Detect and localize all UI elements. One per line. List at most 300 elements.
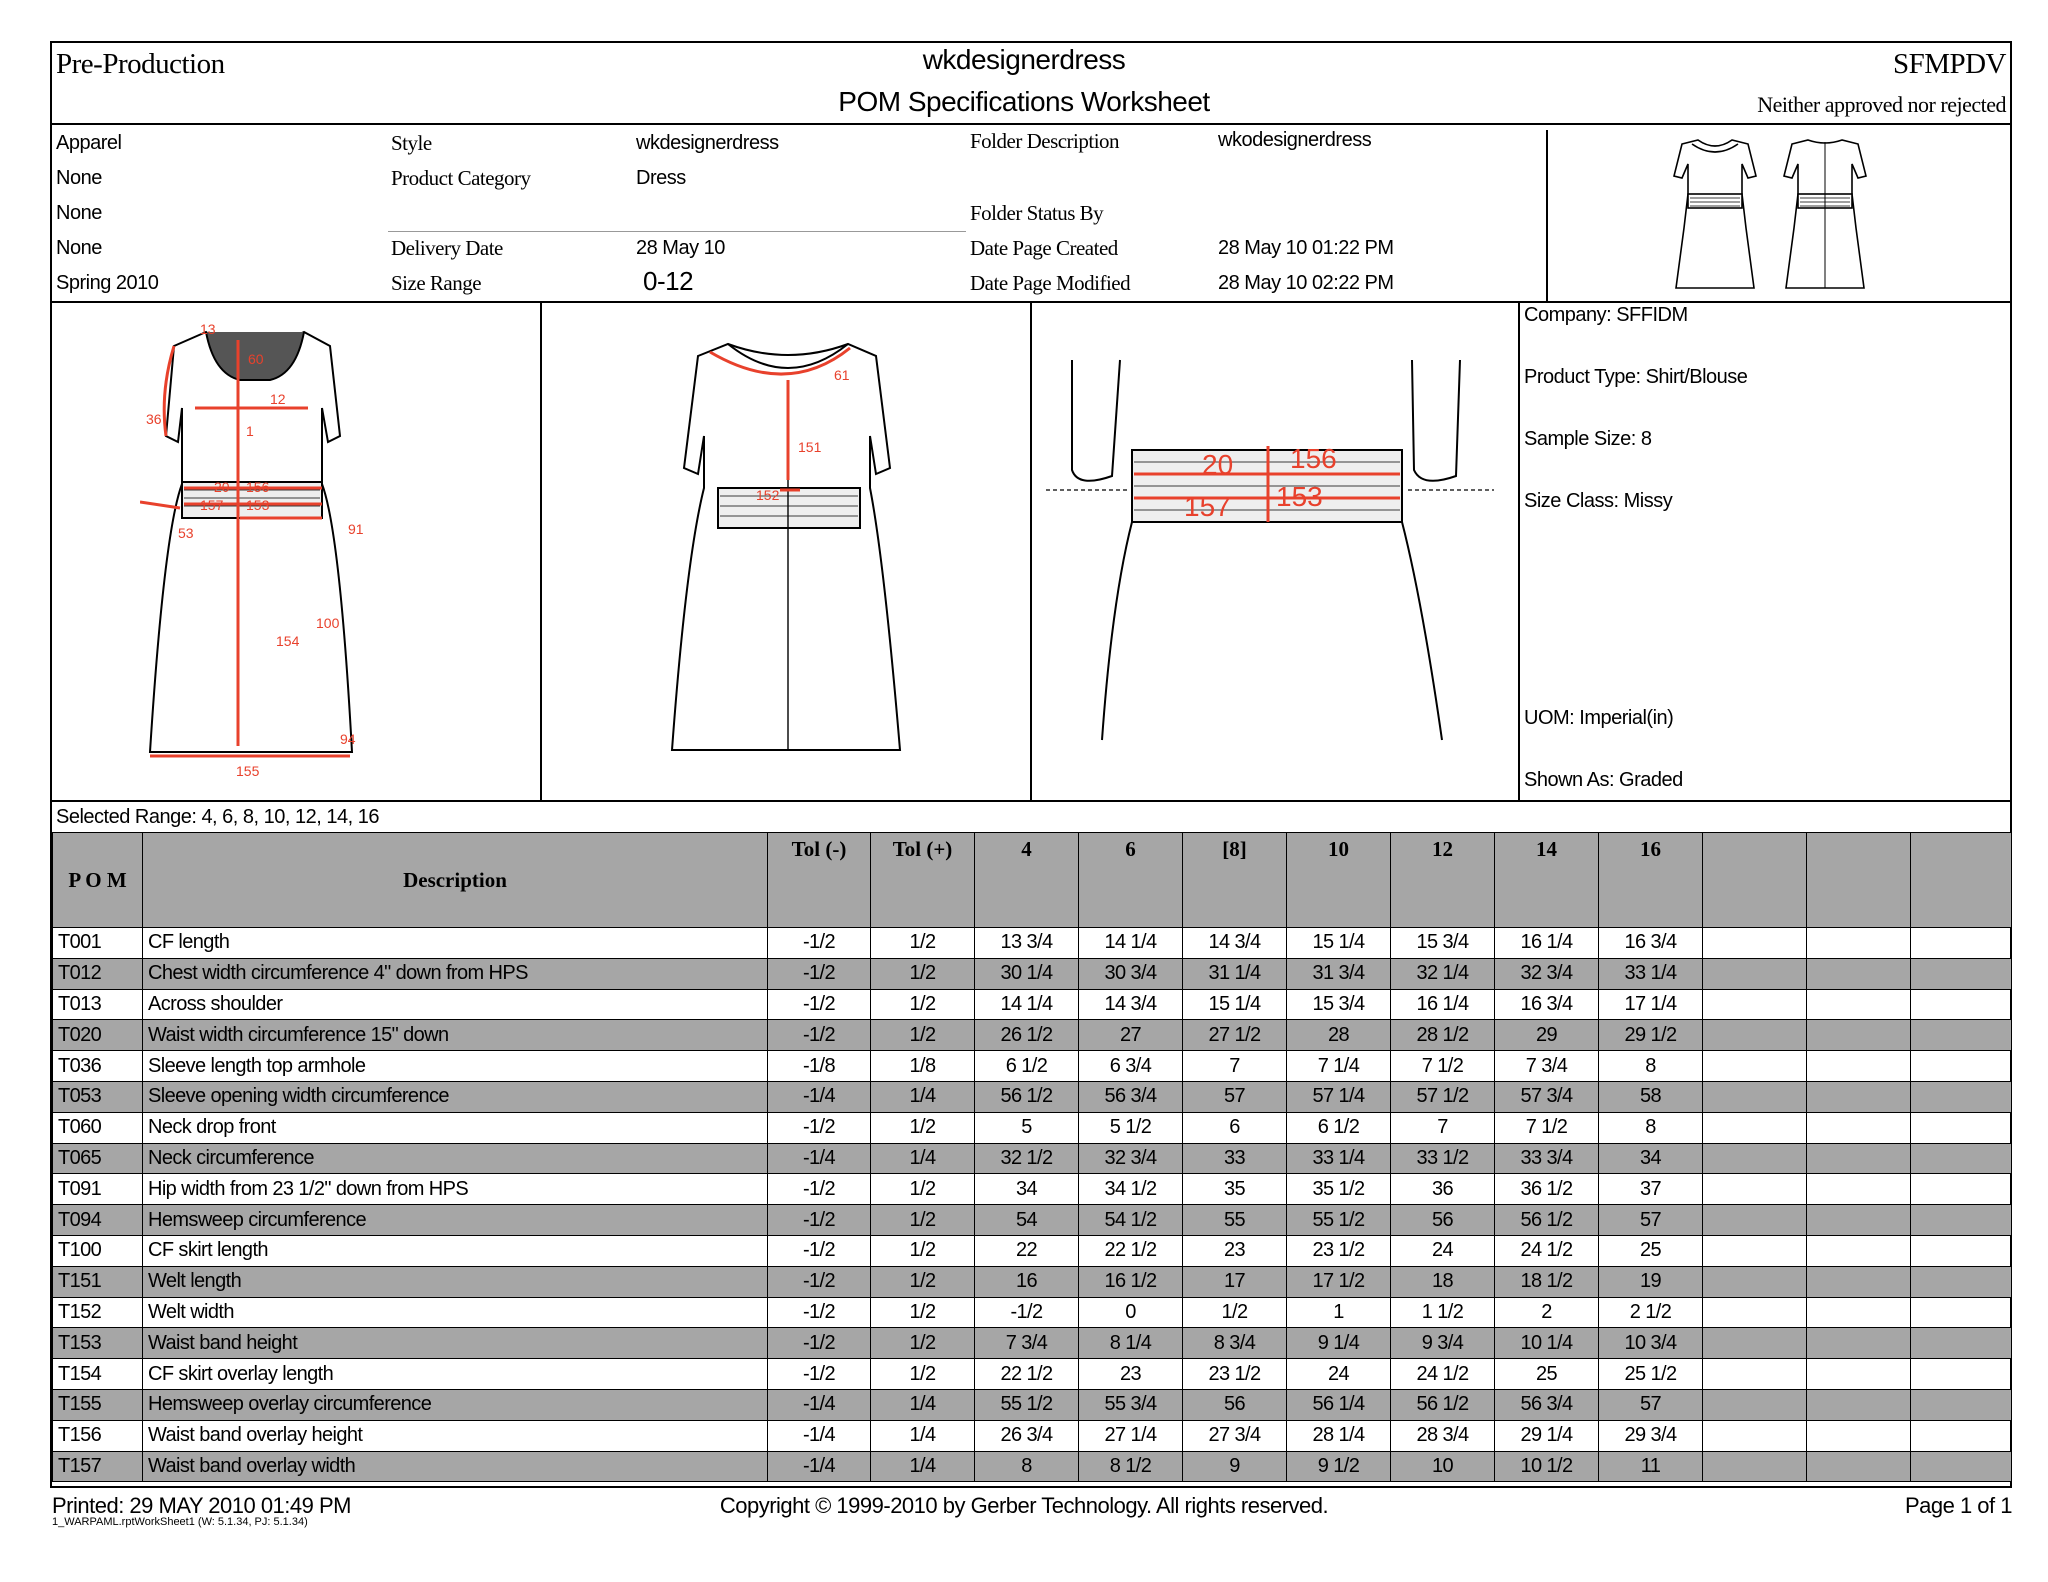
header-pom: P O M: [53, 833, 143, 928]
empty-cell: [1807, 1205, 1911, 1236]
measurement-cell: 1 1/2: [1391, 1297, 1495, 1328]
measurement-cell: 56 1/2: [1391, 1389, 1495, 1420]
info-col1-1: None: [56, 167, 102, 189]
measurement-cell: 9 3/4: [1391, 1328, 1495, 1359]
panel-divider: [1518, 301, 1520, 801]
back-sketch: [670, 340, 920, 760]
measurement-cell: 18 1/2: [1495, 1266, 1599, 1297]
measurement-cell: 15 1/4: [1183, 989, 1287, 1020]
empty-cell: [1703, 1174, 1807, 1205]
measurement-cell: 22 1/2: [975, 1359, 1079, 1390]
table-row: [53, 1205, 2012, 1236]
measurement-cell: 29 3/4: [1599, 1420, 1703, 1451]
size-class: Size Class: Missy: [1524, 490, 1673, 512]
measurement-cell: 17 1/2: [1287, 1266, 1391, 1297]
approval-status: Neither approved nor rejected: [1757, 92, 2006, 117]
measurement-cell: 1/8: [871, 1051, 975, 1082]
measurement-cell: 57: [1599, 1389, 1703, 1420]
empty-cell: [1911, 1143, 2012, 1174]
measurement-cell: 30 3/4: [1079, 958, 1183, 989]
back-label-1: 151: [798, 439, 822, 455]
style-value: wkdesignerdress: [636, 132, 779, 154]
measurement-cell: 1/2: [871, 958, 975, 989]
empty-cell: [1703, 1266, 1807, 1297]
pom-code: T153: [53, 1328, 143, 1359]
divider: [50, 123, 2012, 125]
empty-cell: [1703, 1297, 1807, 1328]
table-row: [53, 1389, 2012, 1420]
empty-cell: [1703, 1143, 1807, 1174]
measurement-cell: 25: [1495, 1359, 1599, 1390]
measurement-cell: 37: [1599, 1174, 1703, 1205]
measurement-cell: 8: [975, 1451, 1079, 1482]
measurement-cell: 1/2: [871, 1174, 975, 1205]
empty-cell: [1911, 1389, 2012, 1420]
info-col1-0: Apparel: [56, 132, 122, 154]
front-label-9: 53: [178, 525, 194, 541]
measurement-cell: 1/4: [871, 1081, 975, 1112]
measurement-cell: -1/2: [768, 958, 871, 989]
table-row: [53, 1081, 2012, 1112]
pom-description: Waist band height: [143, 1328, 768, 1359]
measurement-cell: -1/2: [768, 1297, 871, 1328]
date-modified-label: Date Page Modified: [970, 271, 1131, 295]
empty-cell: [1703, 1235, 1807, 1266]
front-label-0: 13: [200, 321, 216, 337]
header-description: Description: [143, 833, 768, 928]
empty-cell: [1703, 1051, 1807, 1082]
empty-cell: [1807, 1081, 1911, 1112]
measurement-cell: 8 1/2: [1079, 1451, 1183, 1482]
info-divider: [388, 231, 966, 232]
pom-code: T053: [53, 1081, 143, 1112]
uom: UOM: Imperial(in): [1524, 707, 1674, 729]
measurement-cell: 16 3/4: [1599, 928, 1703, 959]
measurement-cell: 26 1/2: [975, 1020, 1079, 1051]
measurement-cell: 11: [1599, 1451, 1703, 1482]
front-label-3: 12: [270, 391, 286, 407]
measurement-cell: 14 3/4: [1183, 928, 1287, 959]
measurement-cell: 15 3/4: [1391, 928, 1495, 959]
measurement-cell: 54 1/2: [1079, 1205, 1183, 1236]
measurement-cell: 32 3/4: [1079, 1143, 1183, 1174]
measurement-cell: -1/8: [768, 1051, 871, 1082]
measurement-cell: 19: [1599, 1266, 1703, 1297]
measurement-cell: 13 3/4: [975, 928, 1079, 959]
empty-cell: [1703, 1328, 1807, 1359]
measurement-cell: 10 1/4: [1495, 1328, 1599, 1359]
measurement-cell: 57 3/4: [1495, 1081, 1599, 1112]
measurement-cell: 14 1/4: [1079, 928, 1183, 959]
empty-cell: [1703, 1112, 1807, 1143]
header-size: 6: [1079, 833, 1183, 928]
measurement-cell: 29 1/2: [1599, 1020, 1703, 1051]
empty-cell: [1911, 1235, 2012, 1266]
measurement-cell: 16 1/4: [1391, 989, 1495, 1020]
header-subtitle: POM Specifications Worksheet: [838, 86, 1210, 117]
company: Company: SFFIDM: [1524, 304, 1688, 326]
measurement-cell: -1/2: [768, 1112, 871, 1143]
measurement-cell: 25: [1599, 1235, 1703, 1266]
measurement-cell: 29 1/4: [1495, 1420, 1599, 1451]
table-row: [53, 1051, 2012, 1082]
measurement-cell: -1/4: [768, 1420, 871, 1451]
measurement-cell: 1/4: [871, 1420, 975, 1451]
header-size: 12: [1391, 833, 1495, 928]
empty-cell: [1703, 1020, 1807, 1051]
measurement-cell: 30 1/4: [975, 958, 1079, 989]
measurement-cell: 16: [975, 1266, 1079, 1297]
pom-code: T157: [53, 1451, 143, 1482]
measurement-cell: 1/2: [871, 1235, 975, 1266]
measurement-cell: 58: [1599, 1081, 1703, 1112]
measurement-cell: 6 3/4: [1079, 1051, 1183, 1082]
header-stage: Pre-Production: [56, 48, 225, 80]
measurement-cell: -1/4: [768, 1389, 871, 1420]
measurement-cell: 1/2: [871, 989, 975, 1020]
pom-description: Hemsweep circumference: [143, 1205, 768, 1236]
front-label-6: 156: [246, 479, 270, 495]
size-range-label: Size Range: [391, 271, 482, 295]
table-row: [53, 1020, 2012, 1051]
folder-desc-value: wkodesignerdress: [1218, 129, 1372, 151]
measurement-cell: 10: [1391, 1451, 1495, 1482]
measurement-cell: 28 1/4: [1287, 1420, 1391, 1451]
measurement-cell: 33: [1183, 1143, 1287, 1174]
measurement-cell: 9 1/4: [1287, 1328, 1391, 1359]
info-col1-2: None: [56, 202, 102, 224]
front-label-11: 100: [316, 615, 340, 631]
empty-cell: [1703, 958, 1807, 989]
measurement-cell: 34: [1599, 1143, 1703, 1174]
table-row: [53, 989, 2012, 1020]
measurement-cell: 1/2: [1183, 1297, 1287, 1328]
front-label-2: 36: [146, 411, 162, 427]
pom-description: Sleeve length top armhole: [143, 1051, 768, 1082]
empty-cell: [1807, 1051, 1911, 1082]
empty-cell: [1911, 1112, 2012, 1143]
header-size: 14: [1495, 833, 1599, 928]
front-label-7: 157: [200, 497, 224, 513]
empty-cell: [1911, 1174, 2012, 1205]
measurement-cell: 57: [1183, 1081, 1287, 1112]
empty-cell: [1807, 1389, 1911, 1420]
measurement-cell: 6 1/2: [975, 1051, 1079, 1082]
measurement-cell: 28: [1287, 1020, 1391, 1051]
empty-cell: [1703, 1420, 1807, 1451]
table-header-row: [53, 833, 2012, 928]
measurement-cell: 18: [1391, 1266, 1495, 1297]
empty-cell: [1807, 1266, 1911, 1297]
pom-code: T013: [53, 989, 143, 1020]
measurement-cell: 32 3/4: [1495, 958, 1599, 989]
measurement-cell: 28 3/4: [1391, 1420, 1495, 1451]
front-label-13: 94: [340, 731, 356, 747]
front-label-4: 1: [246, 423, 254, 439]
measurement-cell: 56: [1391, 1205, 1495, 1236]
pom-description: CF length: [143, 928, 768, 959]
measurement-cell: 34 1/2: [1079, 1174, 1183, 1205]
pom-code: T001: [53, 928, 143, 959]
empty-cell: [1703, 1205, 1807, 1236]
empty-cell: [1911, 1297, 2012, 1328]
measurement-cell: 33 1/4: [1599, 958, 1703, 989]
header-title: wkdesignerdress: [922, 44, 1126, 75]
measurement-cell: 27: [1079, 1020, 1183, 1051]
table-row: [53, 1143, 2012, 1174]
measurement-cell: 36: [1391, 1174, 1495, 1205]
pom-description: Waist width circumference 15" down: [143, 1020, 768, 1051]
measurement-cell: 1/4: [871, 1389, 975, 1420]
measurement-cell: 27 1/4: [1079, 1420, 1183, 1451]
back-label-0: 61: [834, 367, 850, 383]
header-size: 10: [1287, 833, 1391, 928]
table-row: [53, 1235, 2012, 1266]
product-type: Product Type: Shirt/Blouse: [1524, 366, 1748, 388]
empty-cell: [1807, 958, 1911, 989]
header-code: SFMPDV: [1892, 48, 2006, 80]
measurement-cell: -1/4: [768, 1451, 871, 1482]
measurement-cell: 1/2: [871, 1205, 975, 1236]
header-empty: [1911, 833, 2012, 928]
measurement-cell: 32 1/2: [975, 1143, 1079, 1174]
header-tol-plus: Tol (+): [871, 833, 975, 928]
pom-description: Welt width: [143, 1297, 768, 1328]
empty-cell: [1807, 1420, 1911, 1451]
table-body: [53, 928, 2012, 1482]
measurement-cell: 17 1/4: [1599, 989, 1703, 1020]
empty-cell: [1911, 1205, 2012, 1236]
measurement-cell: 24 1/2: [1391, 1359, 1495, 1390]
empty-cell: [1807, 1359, 1911, 1390]
header-tol-minus: Tol (-): [768, 833, 871, 928]
page-number: Page 1 of 1: [1904, 1493, 2012, 1518]
measurement-cell: 55 1/2: [1287, 1205, 1391, 1236]
measurement-cell: 56: [1183, 1389, 1287, 1420]
table-row: [53, 1297, 2012, 1328]
measurement-cell: 5: [975, 1112, 1079, 1143]
panel-divider: [540, 301, 542, 801]
measurement-cell: 8 3/4: [1183, 1328, 1287, 1359]
measurement-cell: 14 1/4: [975, 989, 1079, 1020]
pom-code: T036: [53, 1051, 143, 1082]
table-row: [53, 1112, 2012, 1143]
measurement-cell: -1/2: [975, 1297, 1079, 1328]
pom-code: T151: [53, 1266, 143, 1297]
pom-code: T020: [53, 1020, 143, 1051]
date-created-label: Date Page Created: [970, 236, 1118, 260]
style-label: Style: [391, 131, 432, 155]
empty-cell: [1911, 1420, 2012, 1451]
measurement-cell: 23 1/2: [1287, 1235, 1391, 1266]
header-empty: [1807, 833, 1911, 928]
front-label-5: 20: [214, 479, 230, 495]
empty-cell: [1703, 989, 1807, 1020]
measurement-cell: 56 3/4: [1079, 1081, 1183, 1112]
measurement-cell: 16 1/4: [1495, 928, 1599, 959]
waistband-detail-sketch: [1042, 350, 1502, 750]
measurement-cell: 25 1/2: [1599, 1359, 1703, 1390]
measurement-cell: 56 1/4: [1287, 1389, 1391, 1420]
table-row: [53, 1266, 2012, 1297]
table-row: [53, 1420, 2012, 1451]
measurement-cell: 0: [1079, 1297, 1183, 1328]
pom-description: CF skirt length: [143, 1235, 768, 1266]
table-row: [53, 1174, 2012, 1205]
measurement-cell: 1/2: [871, 1020, 975, 1051]
measurement-cell: 15 3/4: [1287, 989, 1391, 1020]
empty-cell: [1911, 958, 2012, 989]
measurement-cell: 28 1/2: [1391, 1020, 1495, 1051]
info-col1-3: None: [56, 237, 102, 259]
empty-cell: [1703, 1359, 1807, 1390]
front-label-10: 91: [348, 521, 364, 537]
measurement-cell: 6: [1183, 1112, 1287, 1143]
empty-cell: [1911, 989, 2012, 1020]
measurement-cell: 24: [1287, 1359, 1391, 1390]
measurement-cell: 56 1/2: [975, 1081, 1079, 1112]
pom-description: Waist band overlay width: [143, 1451, 768, 1482]
empty-cell: [1911, 1266, 2012, 1297]
detail-label-0: 20: [1202, 449, 1234, 480]
panel-divider: [1030, 301, 1032, 801]
measurement-cell: 27 3/4: [1183, 1420, 1287, 1451]
front-label-8: 153: [246, 497, 270, 513]
size-range-value: 0-12: [643, 266, 694, 296]
empty-cell: [1911, 1328, 2012, 1359]
measurement-cell: 7 3/4: [975, 1328, 1079, 1359]
divider: [50, 800, 2012, 802]
empty-cell: [1807, 1174, 1911, 1205]
pom-code: T091: [53, 1174, 143, 1205]
measurement-cell: 7: [1391, 1112, 1495, 1143]
empty-cell: [1807, 928, 1911, 959]
measurement-cell: -1/4: [768, 1143, 871, 1174]
measurement-cell: -1/2: [768, 1328, 871, 1359]
empty-cell: [1911, 1451, 2012, 1482]
measurement-cell: 14 3/4: [1079, 989, 1183, 1020]
measurement-cell: 57 1/4: [1287, 1081, 1391, 1112]
measurement-cell: 1/2: [871, 1328, 975, 1359]
measurement-cell: 10 3/4: [1599, 1328, 1703, 1359]
folder-desc-label: Folder Description: [970, 129, 1120, 153]
measurement-cell: 55 1/2: [975, 1389, 1079, 1420]
measurement-cell: -1/2: [768, 1235, 871, 1266]
measurement-cell: 24 1/2: [1495, 1235, 1599, 1266]
dress-thumbnail: [1660, 136, 1880, 296]
measurement-cell: 10 1/2: [1495, 1451, 1599, 1482]
detail-label-2: 157: [1184, 491, 1231, 522]
pom-description: Across shoulder: [143, 989, 768, 1020]
measurement-cell: 33 3/4: [1495, 1143, 1599, 1174]
sample-size: Sample Size: 8: [1524, 428, 1652, 450]
empty-cell: [1911, 928, 2012, 959]
measurement-cell: -1/2: [768, 989, 871, 1020]
header-size: [8]: [1183, 833, 1287, 928]
measurement-cell: 55 3/4: [1079, 1389, 1183, 1420]
selected-range: Selected Range: 4, 6, 8, 10, 12, 14, 16: [56, 806, 379, 828]
pom-description: Welt length: [143, 1266, 768, 1297]
header-empty: [1703, 833, 1807, 928]
delivery-value: 28 May 10: [636, 237, 725, 259]
pom-code: T100: [53, 1235, 143, 1266]
front-sketch: [140, 312, 470, 782]
category-value: Dress: [636, 167, 686, 189]
pom-code: T060: [53, 1112, 143, 1143]
measurement-cell: 31 1/4: [1183, 958, 1287, 989]
measurement-cell: 57 1/2: [1391, 1081, 1495, 1112]
measurement-cell: 1/4: [871, 1143, 975, 1174]
pom-description: CF skirt overlay length: [143, 1359, 768, 1390]
pom-code: T094: [53, 1205, 143, 1236]
category-label: Product Category: [391, 166, 531, 190]
measurement-cell: -1/2: [768, 1205, 871, 1236]
folder-status-label: Folder Status By: [970, 201, 1104, 225]
empty-cell: [1703, 1451, 1807, 1482]
measurement-cell: 36 1/2: [1495, 1174, 1599, 1205]
pom-code: T065: [53, 1143, 143, 1174]
measurement-cell: 9: [1183, 1451, 1287, 1482]
empty-cell: [1807, 1297, 1911, 1328]
measurement-cell: 1/2: [871, 1112, 975, 1143]
measurement-cell: 22: [975, 1235, 1079, 1266]
measurement-cell: 56 1/2: [1495, 1205, 1599, 1236]
pom-code: T154: [53, 1359, 143, 1390]
measurement-cell: 8: [1599, 1051, 1703, 1082]
measurement-cell: 23 1/2: [1183, 1359, 1287, 1390]
measurement-cell: 7: [1183, 1051, 1287, 1082]
empty-cell: [1911, 1359, 2012, 1390]
measurement-cell: 16 1/2: [1079, 1266, 1183, 1297]
shown-as: Shown As: Graded: [1524, 769, 1683, 791]
measurement-cell: -1/2: [768, 1266, 871, 1297]
empty-cell: [1911, 1020, 2012, 1051]
measurement-cell: 1/4: [871, 1451, 975, 1482]
table-row: [53, 1451, 2012, 1482]
measurement-cell: 5 1/2: [1079, 1112, 1183, 1143]
measurement-cell: 1/2: [871, 1266, 975, 1297]
measurement-cell: 1/2: [871, 1359, 975, 1390]
measurement-cell: 2: [1495, 1297, 1599, 1328]
front-label-1: 60: [248, 351, 264, 367]
header-size: 4: [975, 833, 1079, 928]
empty-cell: [1911, 1081, 2012, 1112]
table-row: [53, 1328, 2012, 1359]
measurement-cell: 1/2: [871, 928, 975, 959]
measurement-cell: 27 1/2: [1183, 1020, 1287, 1051]
measurement-cell: 55: [1183, 1205, 1287, 1236]
measurement-cell: 33 1/4: [1287, 1143, 1391, 1174]
empty-cell: [1807, 1451, 1911, 1482]
empty-cell: [1703, 1389, 1807, 1420]
empty-cell: [1807, 989, 1911, 1020]
pom-code: T012: [53, 958, 143, 989]
measurement-cell: 2 1/2: [1599, 1297, 1703, 1328]
report-id: 1_WARPAML.rptWorkSheet1 (W: 5.1.34, PJ: 5.1.34): [52, 1516, 308, 1528]
table-row: [53, 1359, 2012, 1390]
detail-label-1: 156: [1290, 443, 1337, 474]
measurement-cell: 16 3/4: [1495, 989, 1599, 1020]
measurement-cell: 15 1/4: [1287, 928, 1391, 959]
pom-table: [52, 832, 2012, 1482]
pom-description: Sleeve opening width circumference: [143, 1081, 768, 1112]
table-row: [53, 928, 2012, 959]
empty-cell: [1807, 1235, 1911, 1266]
measurement-cell: 9 1/2: [1287, 1451, 1391, 1482]
empty-cell: [1703, 1081, 1807, 1112]
measurement-cell: 23: [1079, 1359, 1183, 1390]
measurement-cell: 8 1/4: [1079, 1328, 1183, 1359]
